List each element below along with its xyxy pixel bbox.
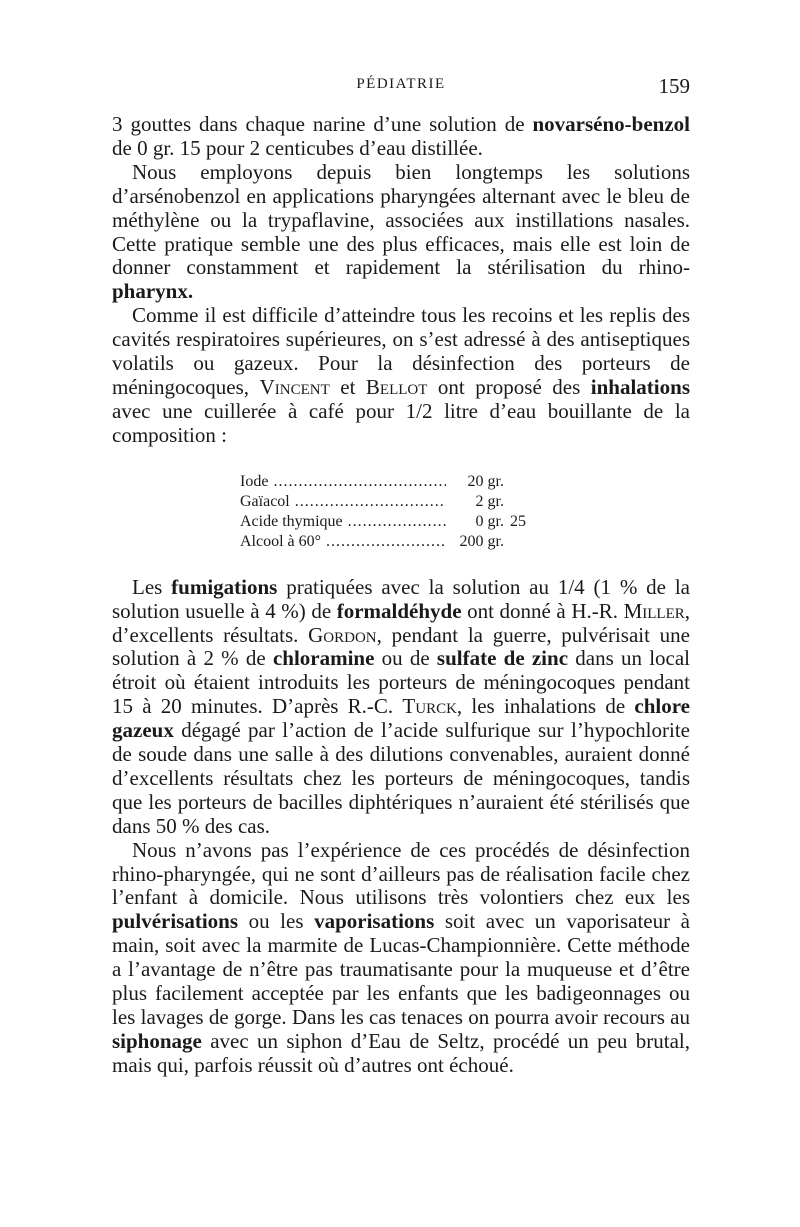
- text-run: et: [329, 374, 366, 399]
- text-run: avec un siphon d’Eau de Seltz, procédé un peu brutal, mais qui, parfois réussit où d’autres ont échoué.: [112, 1028, 690, 1077]
- author-name: Vincent: [259, 374, 330, 399]
- page-number: 159: [658, 74, 690, 98]
- ingredient-quantity: 2 gr.: [475, 492, 504, 510]
- text-run: Les: [132, 574, 172, 599]
- text-run: avec une cuillerée à café pour 1/2 litre d’eau bouillante de la composition :: [112, 398, 690, 447]
- bold-term: fumigations: [171, 574, 278, 599]
- bold-term: siphonage: [112, 1028, 202, 1053]
- formula-row: [240, 512, 566, 532]
- bold-term: sulfate de zinc: [436, 646, 569, 671]
- ingredient-quantity-fraction: 25: [510, 512, 526, 530]
- author-name: Bellot: [365, 374, 428, 399]
- bold-term: chlore gazeux: [112, 694, 690, 743]
- bold-term: vaporisations: [314, 909, 435, 934]
- ingredient-name: Gaïacol .....: [240, 492, 446, 512]
- bold-term: pulvérisations: [112, 909, 239, 934]
- paragraph-1: [112, 113, 690, 161]
- bold-term: pharynx.: [112, 279, 194, 304]
- text-run: pratiquées avec la solution au 1/4 (1 % de la solution usuelle à 4 %) de: [112, 574, 690, 623]
- ingredient-name: Iode .....: [240, 472, 446, 492]
- text-run: 3 gouttes dans chaque narine d’une solution de: [112, 112, 533, 136]
- text-run: ont donné à H.-R.: [461, 598, 624, 623]
- paragraph-5: [112, 839, 690, 1078]
- running-head: [112, 76, 690, 102]
- formula-row: [240, 492, 566, 512]
- text-run: , les inhalations de: [456, 694, 635, 719]
- author-name: Turck: [402, 694, 457, 719]
- body-text: [112, 113, 690, 1078]
- text-run: soit avec un vaporisateur à main, soit avec la marmite de Lucas-Championnière. Cette méthode a l’avantage de n’être pas traumatisante pour la muqueuse et d’être plus facilement acceptée par les enfants que les badigeonnages ou les lavages de gorge. Dans les cas tenaces on pourra avoir recours au: [112, 909, 690, 1029]
- paragraph-4: [112, 576, 690, 839]
- formula-row: [240, 532, 566, 552]
- paragraph-3: [112, 304, 690, 447]
- ingredient-quantity: 20 gr.: [467, 472, 504, 490]
- running-title: PÉDIATRIE: [356, 76, 446, 92]
- text-run: Nous n’avons pas l’expérience de ces procédés de désinfection rhino-pharyngée, qui ne sont d’ailleurs pas de réalisation facile chez l’enfant à domicile. Nous utilisons très volontiers chez eux les: [112, 837, 690, 910]
- text-run: , pendant la guerre, pulvérisait une solution à 2 % de: [112, 622, 690, 671]
- paragraph-2: [112, 161, 690, 304]
- text-run: dégagé par l’action de l’acide sulfurique sur l’hypochlorite de soude dans une salle à des dilutions convenables, auraient donné d’excellents résultats chez les porteurs de méningocoques, tandis que les porteurs de bacilles diphtériques n’auraient été stérilisés que dans 50 % des cas.: [112, 718, 690, 838]
- text-run: Comme il est difficile d’atteindre tous les recoins et les replis des cavités respiratoires supérieures, on s’est adressé à des antiseptiques volatils ou gazeux. Pour la désinfection des porteurs de méningocoques,: [112, 303, 690, 399]
- text-run: ou de: [374, 646, 437, 671]
- author-name: Gordon: [308, 622, 377, 647]
- formula-row: [240, 472, 566, 492]
- author-name: Miller: [623, 598, 685, 623]
- bold-term: formaldéhyde: [336, 598, 462, 623]
- formula-table: [240, 472, 566, 552]
- ingredient-quantity: 200 gr.: [459, 532, 504, 550]
- text-run: Nous employons depuis bien longtemps les solutions d’arsénobenzol en applications pharyngées alternant avec le bleu de méthylène ou la trypaflavine, associées aux instillations nasales. Cette pratique semble une des plus efficaces, mais elle est loin de donner constamment et rapidement la stérilisation du rhino-: [112, 159, 690, 280]
- bold-term: chloramine: [272, 646, 375, 671]
- text-run: de 0 gr. 15 pour 2 centicubes d’eau distillée.: [112, 135, 483, 160]
- ingredient-name: Acide thymique .....: [240, 512, 446, 532]
- bold-term: novarséno-benzol: [532, 112, 690, 136]
- text-run: ou les: [238, 909, 315, 934]
- ingredient-name: Alcool à 60° .....: [240, 532, 446, 552]
- bold-term: inhalations: [590, 374, 690, 399]
- text-run: dans un local étroit où étaient introduits les porteurs de méningocoques pendant 15 à 20 minutes. D’après R.-C.: [112, 646, 691, 719]
- ingredient-quantity: 0 gr.: [475, 512, 504, 530]
- text-run: ont proposé des: [427, 374, 591, 399]
- text-run: , d’excellents résultats.: [112, 598, 690, 647]
